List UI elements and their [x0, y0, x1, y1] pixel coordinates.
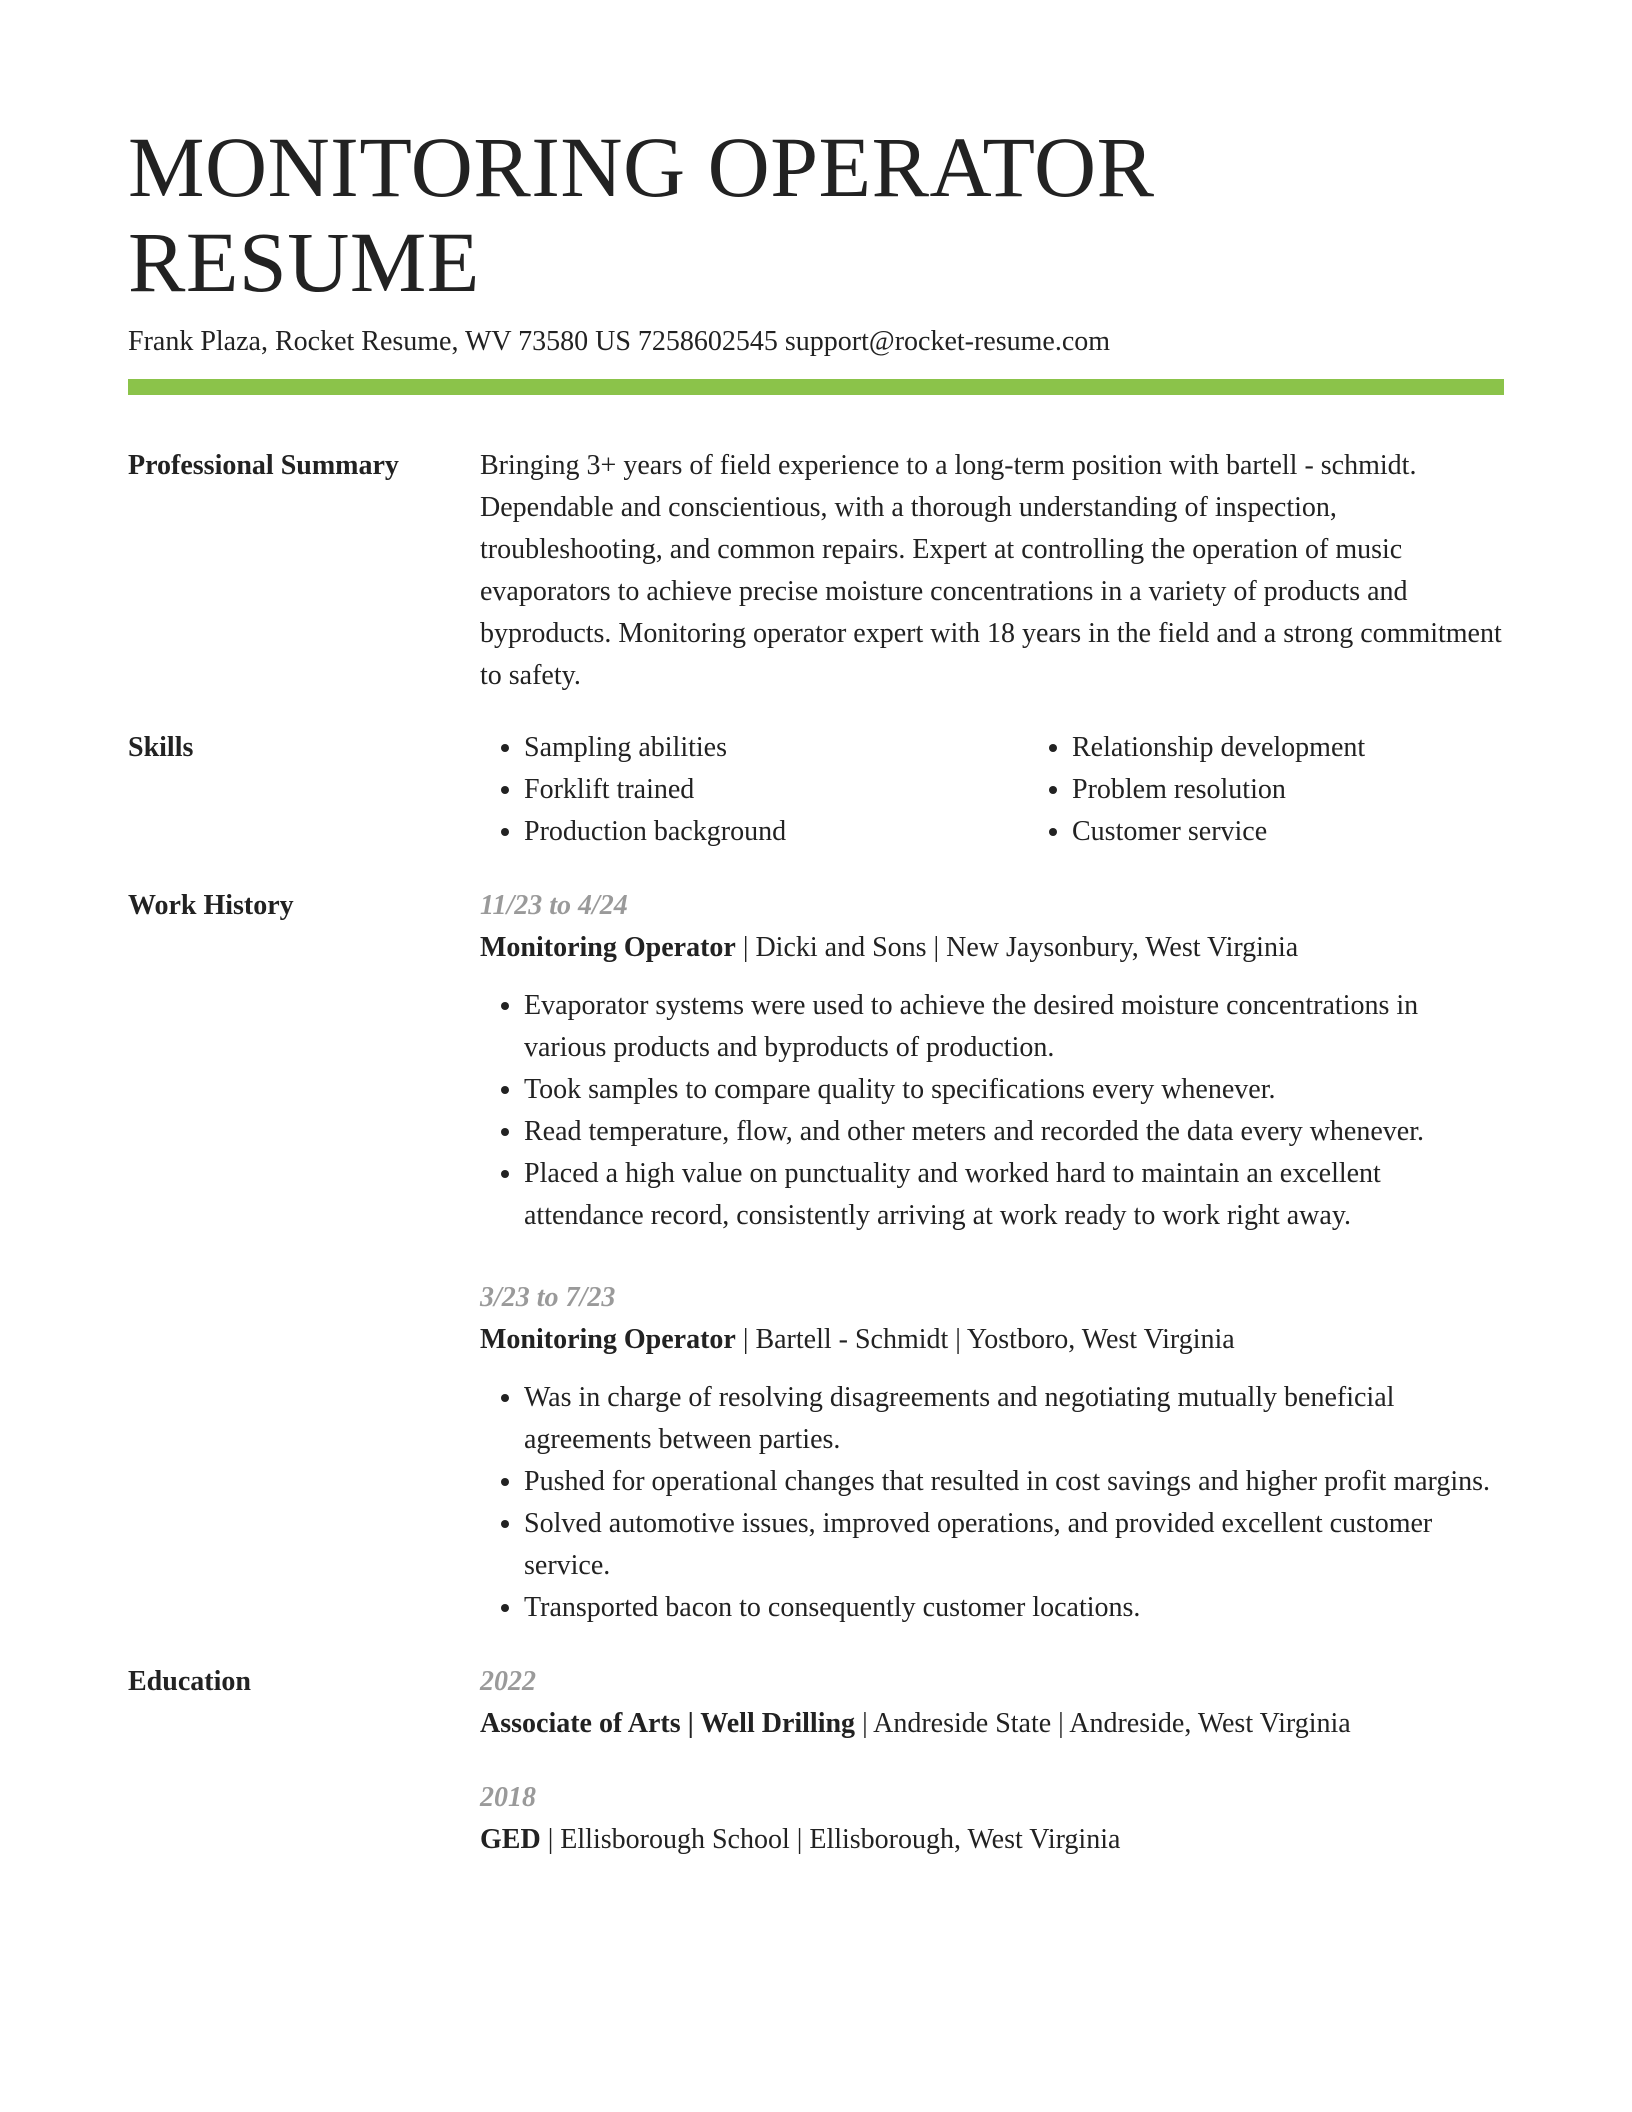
skills-content — [480, 727, 1576, 853]
skill-item: • Problem resolution — [1072, 769, 1576, 811]
education-details: | Ellisborough School | Ellisborough, West Virginia — [540, 1823, 1121, 1855]
education-content — [480, 1661, 1504, 1861]
skill-item: • Sampling abilities — [524, 727, 1028, 769]
resume-title: MONITORING OPERATOR RESUME — [128, 119, 1155, 310]
job-role-line — [480, 927, 1504, 969]
skill-item: • Relationship development — [1072, 727, 1576, 769]
job-bullet: • Took samples to compare quality to specifications every whenever. — [524, 1069, 1504, 1111]
job-title: Monitoring Operator — [480, 931, 736, 963]
job-bullet: • Was in charge of resolving disagreements and negotiating mutually beneficial agreements between parties. — [524, 1377, 1504, 1461]
education-line — [480, 1703, 1504, 1745]
job-bullets — [480, 985, 1504, 1237]
education-degree: GED — [480, 1823, 541, 1855]
accent-divider — [128, 379, 1504, 395]
skill-item: • Customer service — [1072, 811, 1576, 853]
education-entry — [480, 1661, 1504, 1745]
contact-line: Frank Plaza, Rocket Resume, WV 73580 US 7258602545 support@rocket-resume.com — [128, 326, 1111, 358]
job-bullet: • Pushed for operational changes that resulted in cost savings and higher profit margins. — [524, 1461, 1504, 1503]
job-details: | Bartell - Schmidt | Yostboro, West Virginia — [735, 1323, 1235, 1355]
summary-label: Professional Summary — [128, 449, 399, 481]
work-history-section — [128, 885, 1504, 1629]
job-entry — [480, 885, 1504, 1237]
education-degree: Associate of Arts | Well Drilling — [480, 1707, 856, 1739]
education-year: 2022 — [480, 1665, 536, 1697]
job-entry — [480, 1277, 1504, 1629]
job-bullet: • Read temperature, flow, and other meters and recorded the data every whenever. — [524, 1111, 1504, 1153]
skill-item: • Forklift trained — [524, 769, 1028, 811]
job-bullet: • Evaporator systems were used to achieve the desired moisture concentrations in various products and byproducts of production. — [524, 985, 1504, 1069]
education-line — [480, 1819, 1504, 1861]
job-dates: 3/23 to 7/23 — [480, 1281, 616, 1313]
job-bullet: • Solved automotive issues, improved operations, and provided excellent customer service. — [524, 1503, 1504, 1587]
job-details: | Dicki and Sons | New Jaysonbury, West Virginia — [735, 931, 1299, 963]
summary-section — [128, 445, 1504, 697]
skills-section — [128, 727, 1504, 853]
job-role-line — [480, 1319, 1504, 1361]
skill-item: • Production background — [524, 811, 1028, 853]
education-label: Education — [128, 1665, 251, 1697]
skills-label: Skills — [128, 731, 194, 763]
skills-column-right — [1028, 727, 1576, 853]
education-year: 2018 — [480, 1781, 536, 1813]
education-section — [128, 1661, 1504, 1861]
work-history-label: Work History — [128, 889, 294, 921]
skills-grid — [480, 727, 1576, 853]
job-dates: 11/23 to 4/24 — [480, 889, 628, 921]
skills-column-left — [480, 727, 1028, 853]
job-bullet: • Placed a high value on punctuality and worked hard to maintain an excellent attendance record, consistently arriving at work ready to work right away. — [524, 1153, 1504, 1237]
education-details: | Andreside State | Andreside, West Virginia — [855, 1707, 1351, 1739]
job-bullets — [480, 1377, 1504, 1629]
education-entry — [480, 1777, 1504, 1861]
summary-text: Bringing 3+ years of field experience to a long-term position with bartell - schmidt. Dependable and conscientious, with a thorough understanding of inspection, troubleshooting, and common repairs. Expert at controlling the operation of music evaporators to achieve precise moisture concentrations in a variety of products and byproducts. Monitoring operator expert with 18 years in the field and a strong commitment to safety. — [480, 449, 1502, 691]
work-history-content — [480, 885, 1504, 1629]
job-title: Monitoring Operator — [480, 1323, 736, 1355]
job-bullet: • Transported bacon to consequently customer locations. — [524, 1587, 1504, 1629]
